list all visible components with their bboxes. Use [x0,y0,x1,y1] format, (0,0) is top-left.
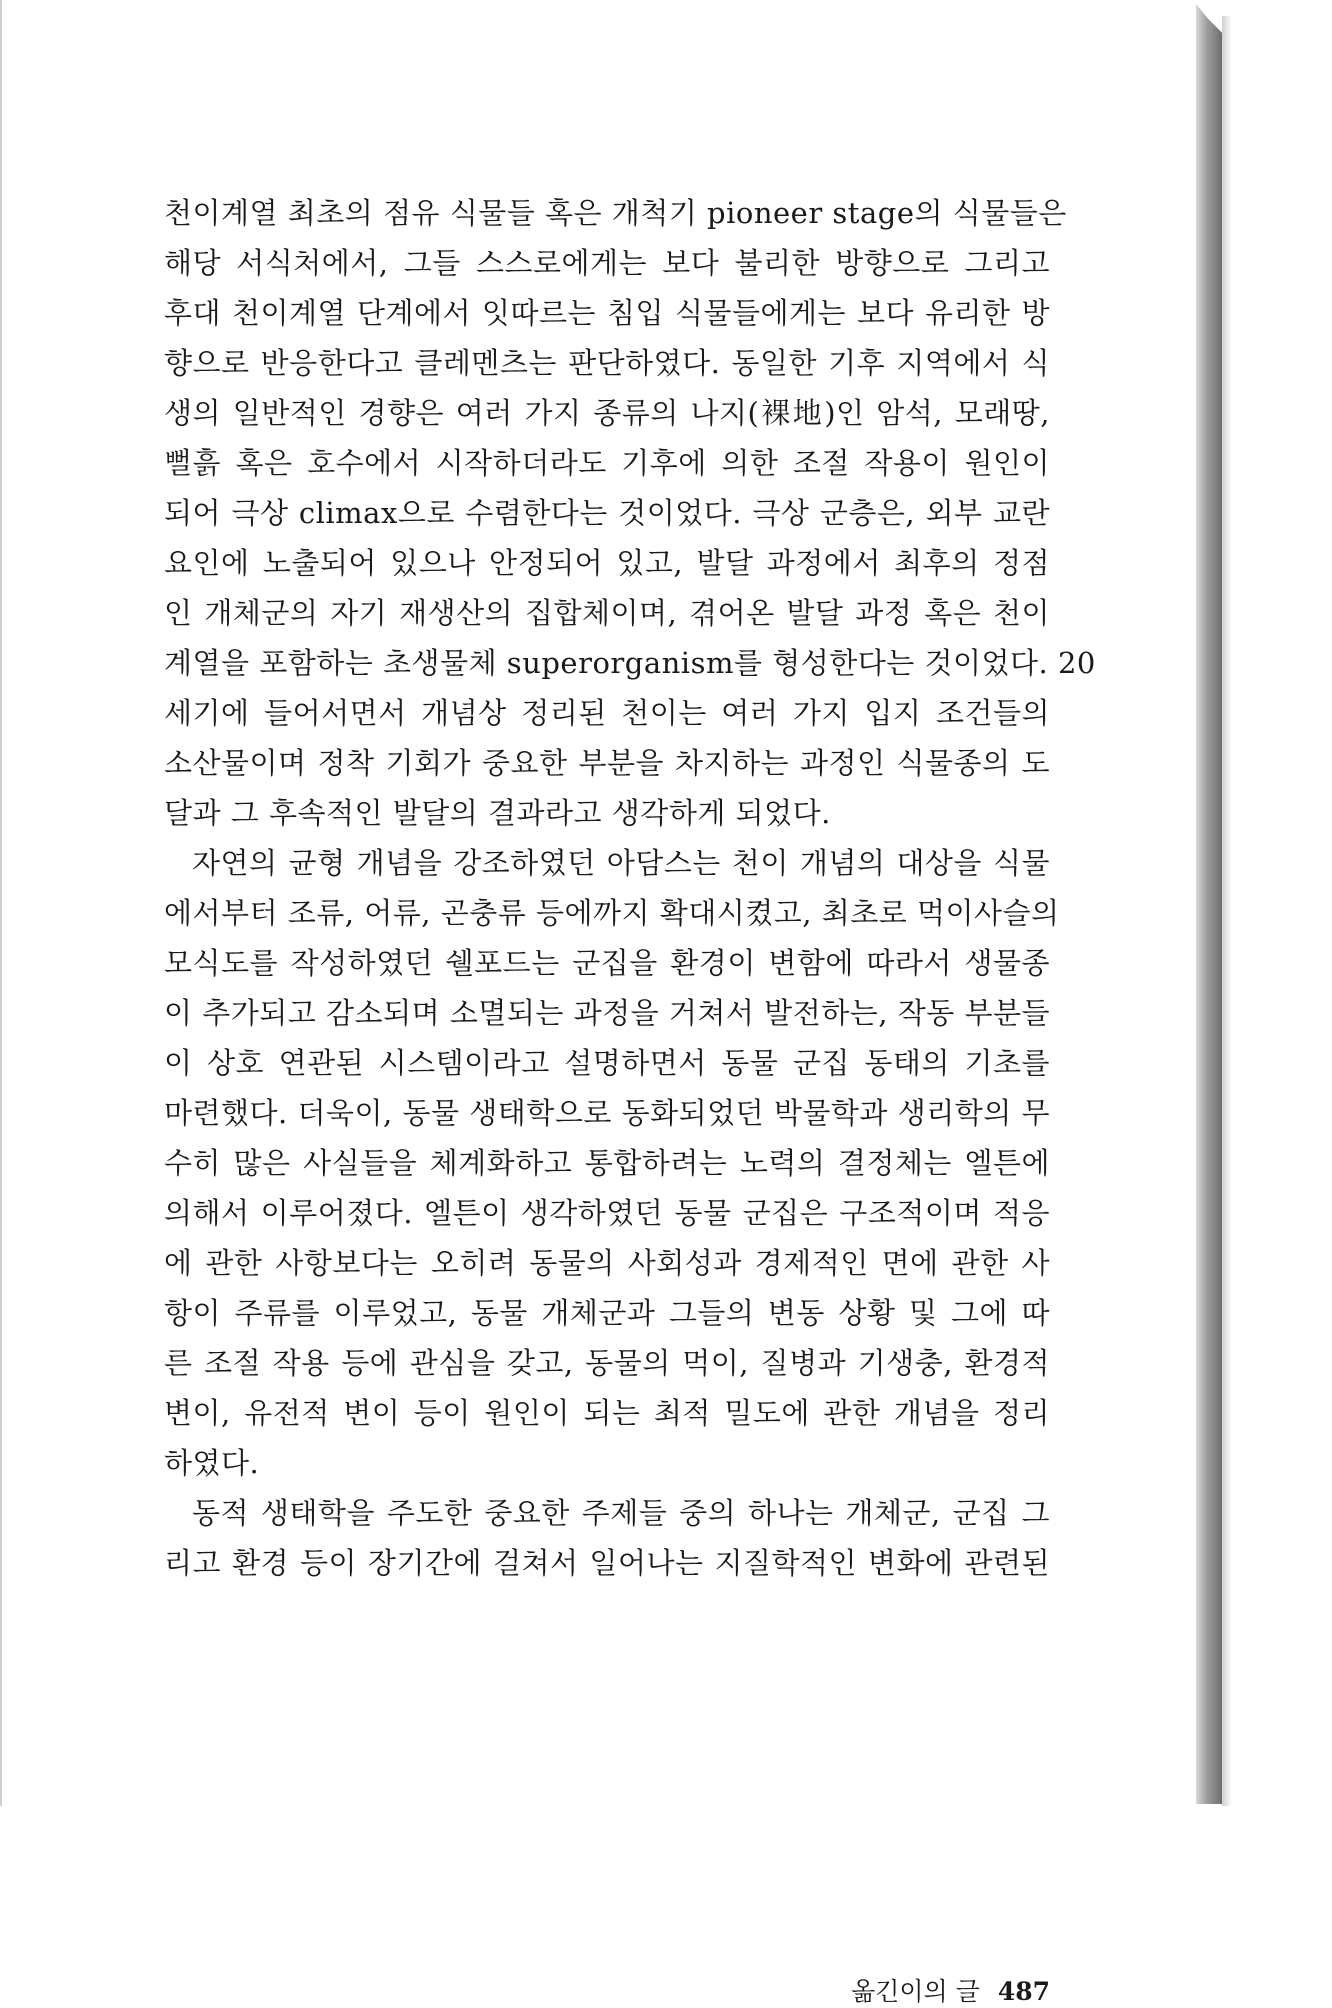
paragraph-start-line: 동적 생태학을 주도한 중요한 주제들 중의 하나는 개체군, 군집 그 [192,1496,1050,1530]
text-line: 리고 환경 등이 장기간에 걸쳐서 일어나는 지질학적인 변화에 관련된 [164,1546,1050,1580]
text-line: 천이계열 최초의 점유 식물들 혹은 개척기 pioneer stage의 식물들은 [164,196,1067,230]
text-line: 에서부터 조류, 어류, 곤충류 등에까지 확대시켰고, 최초로 먹이사슬의 [164,896,1060,930]
text-line: 향으로 반응한다고 클레멘츠는 판단하였다. 동일한 기후 지역에서 식 [164,346,1050,380]
text-line: 달과 그 후속적인 발달의 결과라고 생각하게 되었다. [164,796,831,830]
text-line: 생의 일반적인 경향은 여러 가지 종류의 나지(裸地)인 암석, 모래땅, [164,396,1050,430]
text-line: 마련했다. 더욱이, 동물 생태학으로 동화되었던 박물학과 생리학의 무 [164,1096,1050,1130]
text-line: 세기에 들어서면서 개념상 정리된 천이는 여러 가지 입지 조건들의 [164,696,1050,730]
page-shadow [1222,16,1232,1806]
text-line: 른 조절 작용 등에 관심을 갖고, 동물의 먹이, 질병과 기생충, 환경적 [164,1346,1050,1380]
text-line: 요인에 노출되어 있으나 안정되어 있고, 발달 과정에서 최후의 정점 [164,546,1050,580]
text-line: 소산물이며 정착 기회가 중요한 부분을 차지하는 과정인 식물종의 도 [164,746,1050,780]
text-line: 후대 천이계열 단계에서 잇따르는 침입 식물들에게는 보다 유리한 방 [164,296,1050,330]
running-title: 옮긴이의 글 [851,1977,980,2006]
paragraph-start-line: 자연의 균형 개념을 강조하였던 아담스는 천이 개념의 대상을 식물 [192,846,1050,880]
text-line: 인 개체군의 자기 재생산의 집합체이며, 겪어온 발달 과정 혹은 천이 [164,596,1050,630]
text-line: 해당 서식처에서, 그들 스스로에게는 보다 불리한 방향으로 그리고 [164,246,1050,280]
text-line: 에 관한 사항보다는 오히려 동물의 사회성과 경제적인 면에 관한 사 [164,1246,1050,1280]
page-number: 487 [997,1977,1050,2006]
text-line: 이 추가되고 감소되며 소멸되는 과정을 거쳐서 발전하는, 작동 부분들 [164,996,1050,1030]
text-line: 항이 주류를 이루었고, 동물 개체군과 그들의 변동 상황 및 그에 따 [164,1296,1050,1330]
text-line: 되어 극상 climax으로 수렴한다는 것이었다. 극상 군층은, 외부 교란 [164,496,1050,530]
body-text [164,188,1096,1588]
text-line: 수히 많은 사실들을 체계화하고 통합하려는 노력의 결정체는 엘튼에 [164,1146,1050,1180]
text-line: 변이, 유전적 변이 등이 원인이 되는 최적 밀도에 관한 개념을 정리 [164,1396,1050,1430]
text-line: 계열을 포함하는 초생물체 superorganism를 형성한다는 것이었다. 20 [164,646,1096,680]
text-line: 모식도를 작성하였던 쉘포드는 군집을 환경이 변함에 따라서 생물종 [164,946,1050,980]
text-line: 이 상호 연관된 시스템이라고 설명하면서 동물 군집 동태의 기초를 [164,1046,1050,1080]
page-footer [820,1972,1050,2008]
page-edge-shading [1196,4,1222,1804]
text-line: 의해서 이루어졌다. 엘튼이 생각하였던 동물 군집은 구조적이며 적응 [164,1196,1050,1230]
text-line: 뻘흙 혹은 호수에서 시작하더라도 기후에 의한 조절 작용이 원인이 [164,446,1050,480]
text-line: 하였다. [164,1446,260,1480]
